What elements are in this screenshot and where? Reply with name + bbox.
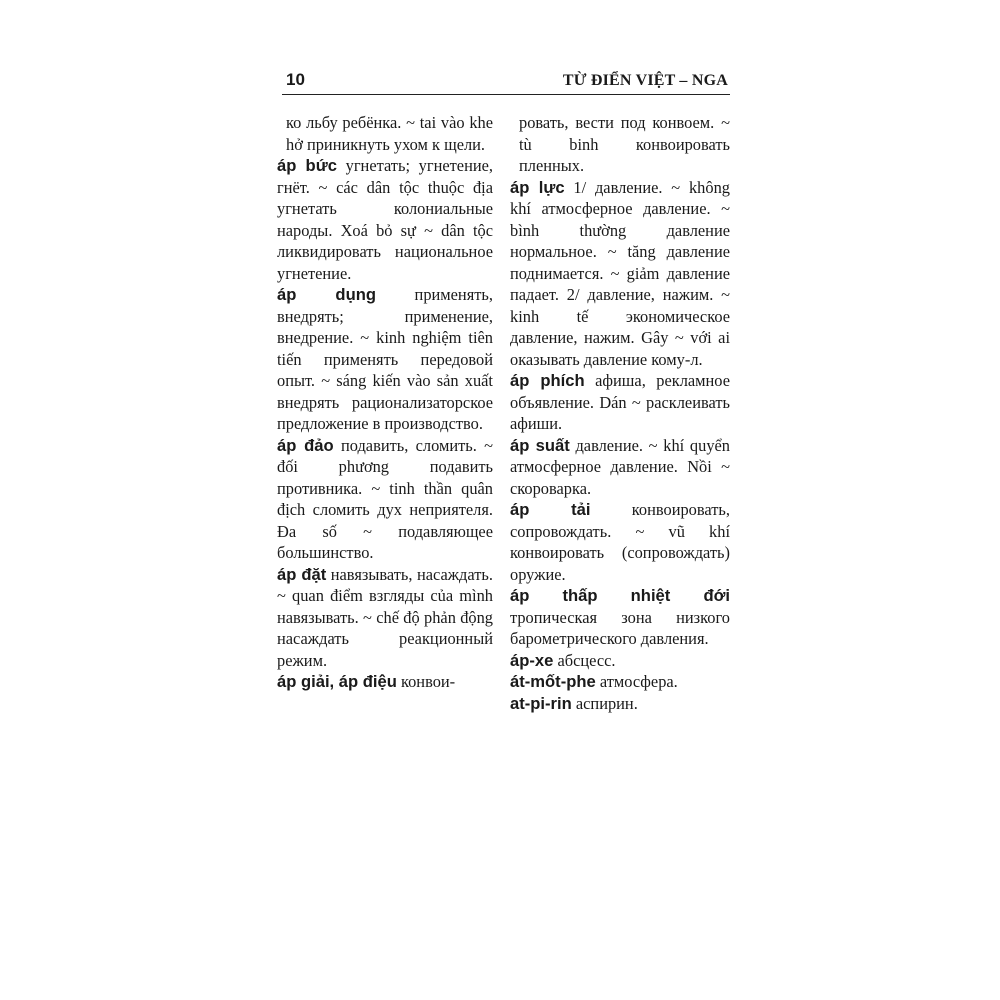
headword: áp tải bbox=[510, 500, 591, 519]
dictionary-entry bbox=[277, 435, 493, 564]
definition: подавить, сломить. ~ đối phương подавить противника. ~ tinh thần quân địch сломить дух неприятеля. Đa số ~ подавляющее большинство. bbox=[277, 435, 493, 562]
dictionary-entry bbox=[277, 671, 493, 693]
headword: áp phích bbox=[510, 371, 585, 390]
dictionary-entry bbox=[277, 564, 493, 672]
dictionary-entry bbox=[277, 284, 493, 435]
left-column bbox=[277, 112, 493, 693]
right-column bbox=[510, 112, 730, 714]
headword: áp lực bbox=[510, 177, 565, 197]
headword: áp đặt bbox=[277, 564, 327, 584]
dictionary-entry bbox=[510, 499, 730, 585]
dictionary-entry bbox=[510, 435, 730, 500]
definition: атмосфера. bbox=[599, 672, 678, 691]
continuation-text bbox=[510, 112, 730, 177]
header-rule bbox=[282, 94, 730, 95]
dictionary-entry bbox=[510, 585, 730, 650]
definition: афиша, рекламное объявление. Dán ~ расклеивать афиши. bbox=[510, 371, 730, 433]
dictionary-entry bbox=[277, 155, 493, 284]
definition: абсцесс. bbox=[557, 650, 616, 670]
page-header bbox=[282, 68, 730, 95]
dictionary-entry bbox=[510, 650, 730, 672]
definition: 1/ давление. ~ không khí атмосферное давление. ~ bình thường давление нормальное. ~ tăng давление поднимается. ~ giảm давление падает. 2/ давление, нажим. ~ kinh tế экономическое давление, нажим. Gây ~ với ai оказывать давление кому-л. bbox=[510, 177, 730, 369]
continuation-body: ровать, вести под конвоем. ~ tù binh конвоировать пленных. bbox=[519, 113, 730, 175]
dictionary-entry bbox=[510, 370, 730, 435]
page-number: 10 bbox=[286, 70, 305, 89]
continuation-body: ко льбу ребёнка. ~ tai vào khe hở приникнуть ухом к щели. bbox=[286, 113, 493, 154]
headword: áp thấp nhiệt đới bbox=[510, 586, 730, 605]
dictionary-entry bbox=[510, 177, 730, 371]
definition: тропическая зона низкого барометрического давления. bbox=[510, 607, 730, 648]
headword: áp đảo bbox=[277, 435, 334, 455]
definition: конвои- bbox=[400, 672, 456, 691]
headword: at-pi-rin bbox=[510, 693, 572, 713]
definition: навязывать, насаждать. ~ quan điểm взгляды của mình навязывать. ~ chế độ phản động насаждать реакционный режим. bbox=[277, 564, 493, 670]
dictionary-entry bbox=[510, 671, 730, 693]
headword: áp-xe bbox=[510, 650, 554, 670]
dictionary-entry bbox=[510, 693, 730, 715]
headword: áp bức bbox=[277, 156, 337, 175]
headword: áp dụng bbox=[277, 285, 376, 304]
continuation-text bbox=[277, 112, 493, 155]
definition: давление. ~ khí quyển атмосферное давление. Nồi ~ скороварка. bbox=[510, 435, 730, 498]
headword: áp giải, áp điệu bbox=[277, 672, 397, 691]
definition: конвоировать, сопровождать. ~ vũ khí конвоировать (сопровождать) оружие. bbox=[510, 500, 730, 584]
definition: аспирин. bbox=[575, 693, 638, 713]
headword: áp suất bbox=[510, 435, 570, 455]
running-title: TỪ ĐIỂN VIỆT – NGA bbox=[562, 72, 728, 89]
headword: át-mốt-phe bbox=[510, 672, 596, 691]
definition: угнетать; угнетение, гнёт. ~ các dân tộc thuộc địa угнетать колониальные народы. Xoá bỏ sự ~ dân tộc ликвидировать национальное угнетение. bbox=[277, 156, 493, 283]
definition: применять, внедрять; применение, внедрение. ~ kinh nghiệm tiên tiến применять передовой опыт. ~ sáng kiến vào sản xuất внедрять рационализаторское предложение в производство. bbox=[277, 285, 493, 433]
